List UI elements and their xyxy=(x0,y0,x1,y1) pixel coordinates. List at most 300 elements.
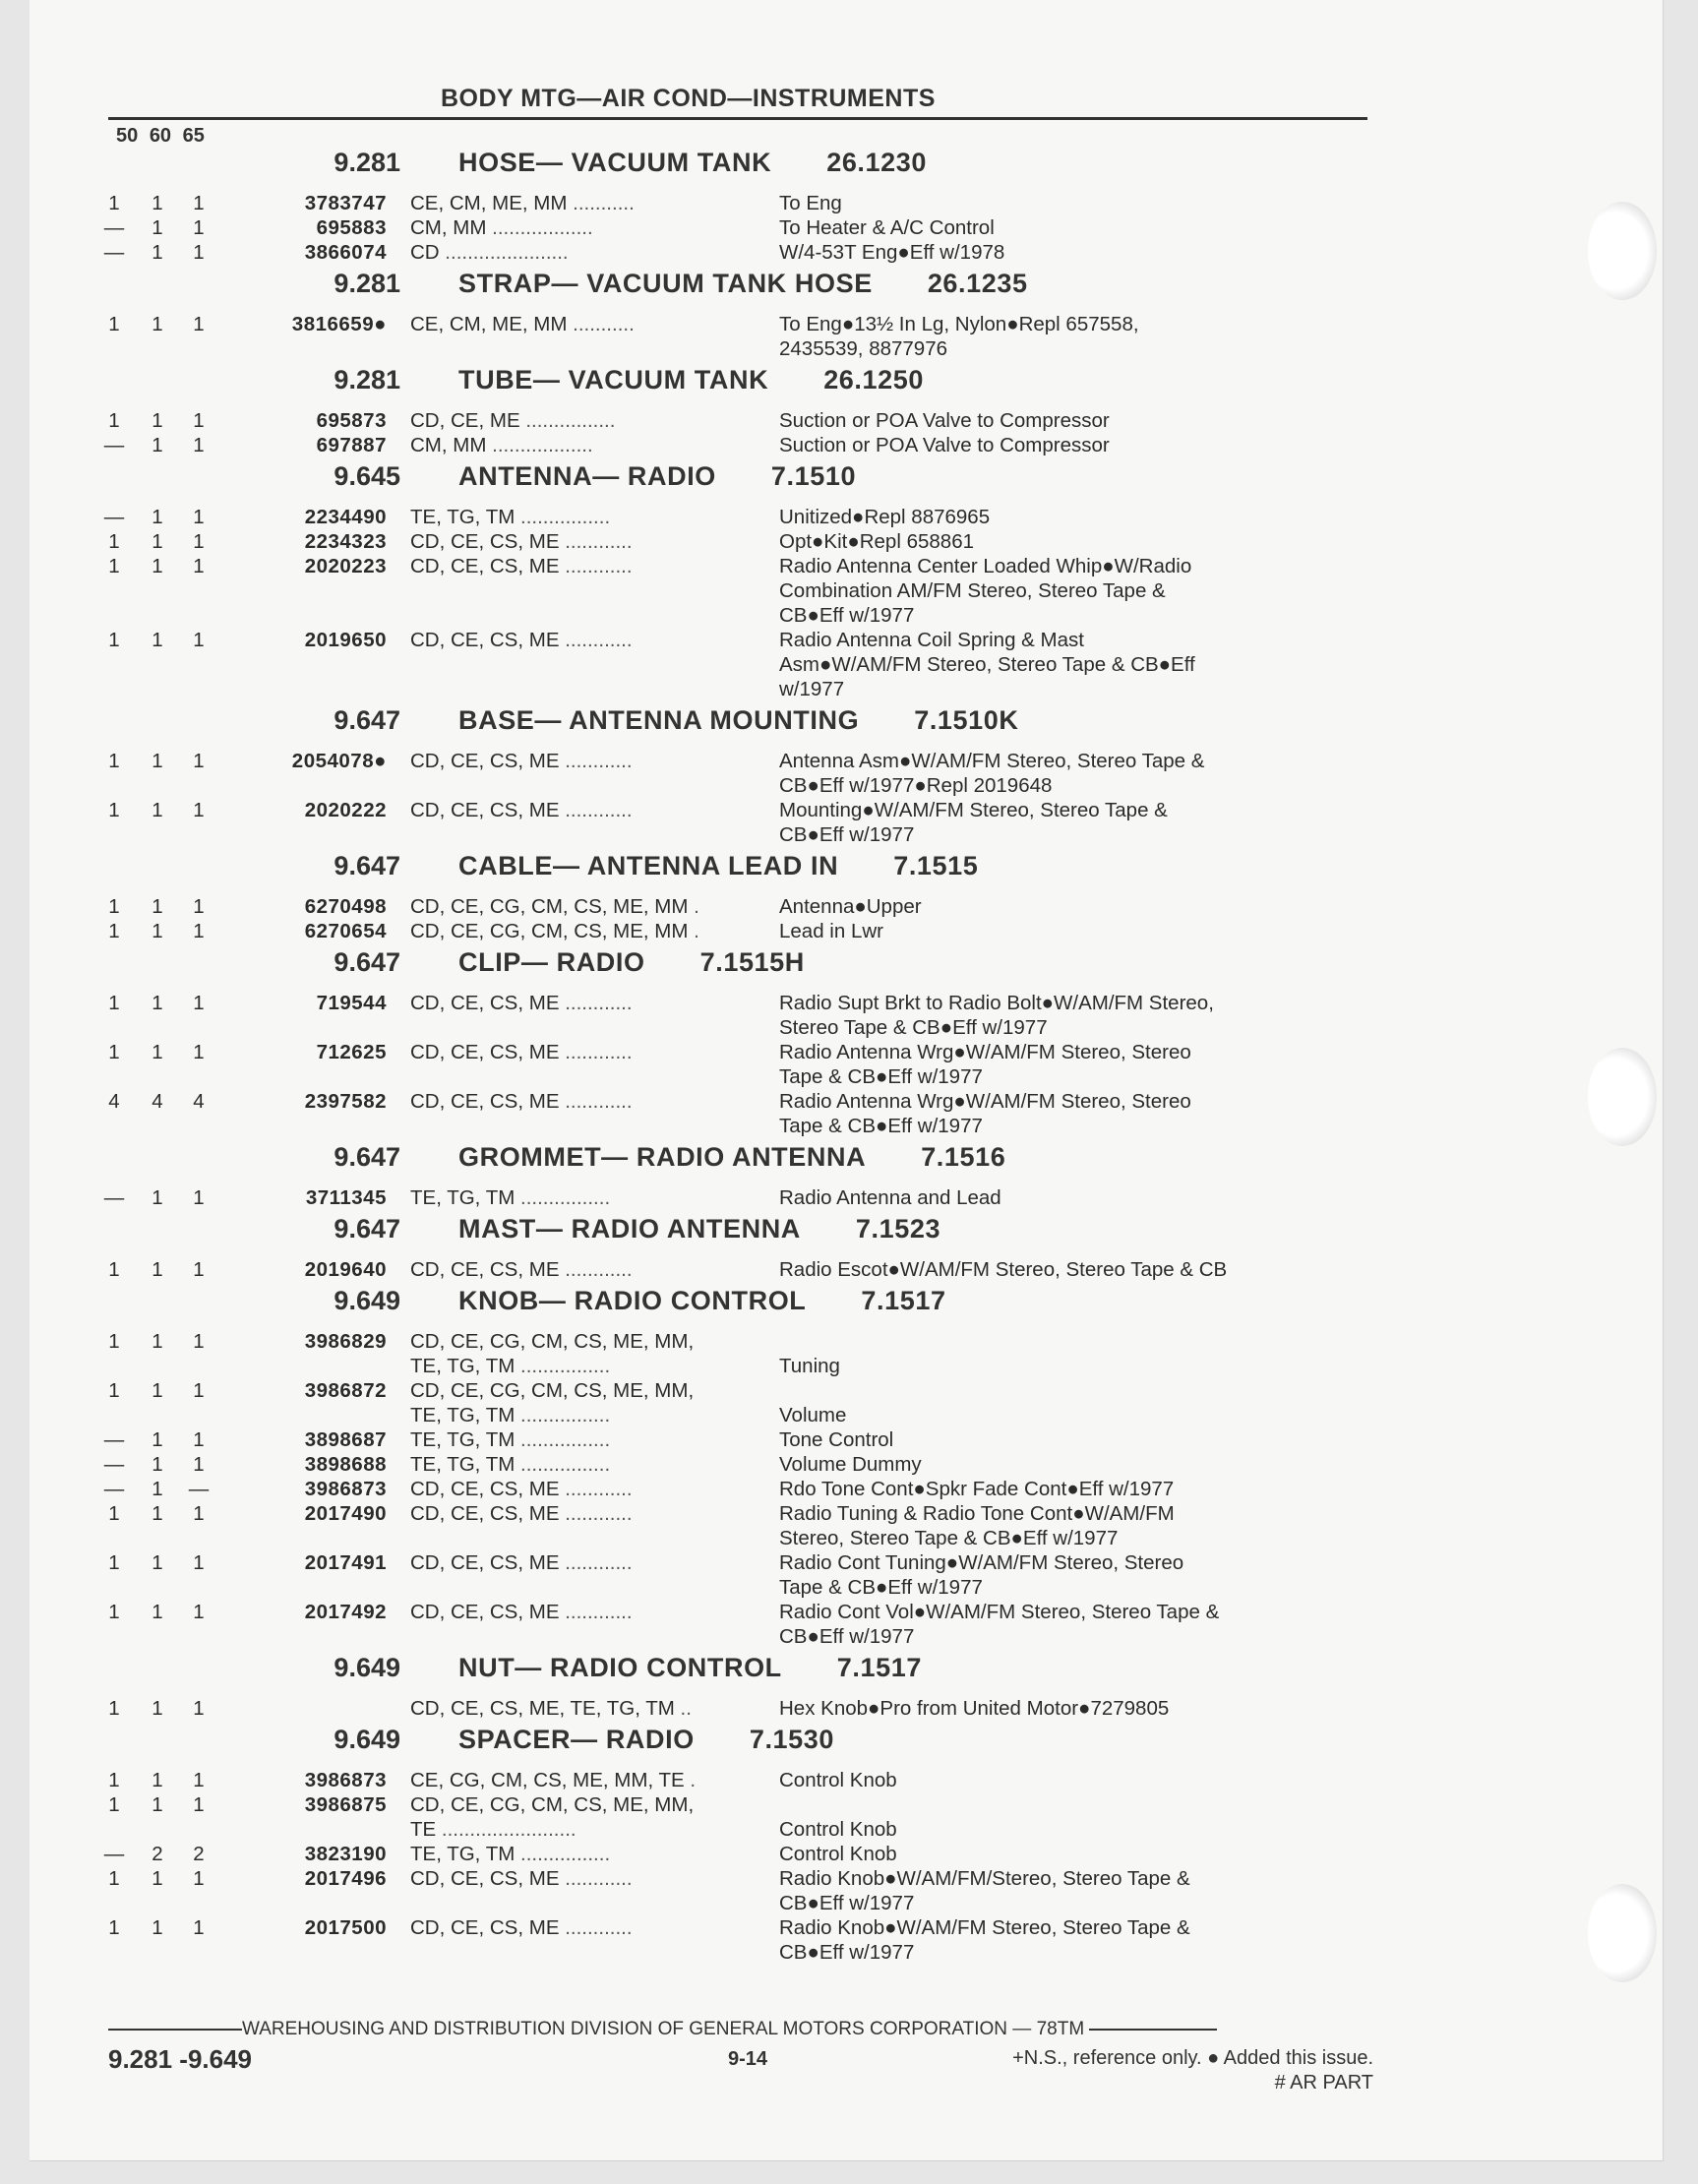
quantity-cell: 1 xyxy=(193,1697,205,1720)
dot-leader: ................ xyxy=(519,409,616,432)
quantity-cell: 1 xyxy=(108,1041,120,1063)
part-row xyxy=(0,1040,1397,1089)
part-description xyxy=(779,312,1364,361)
quantity-cell: 1 xyxy=(152,1793,163,1816)
description-line: To Heater & A/C Control xyxy=(779,216,995,239)
quantity-cell: 1 xyxy=(193,1793,205,1816)
model-codes xyxy=(410,991,774,1015)
quantity-cell: 1 xyxy=(152,1379,163,1402)
quantity-cell: 1 xyxy=(152,1697,163,1720)
part-number: 3898688 xyxy=(304,1453,387,1476)
dot-leader: ................ xyxy=(515,1186,611,1209)
section-title xyxy=(458,269,1028,299)
quantity-cell: 1 xyxy=(152,750,163,772)
part-number: 3986829 xyxy=(304,1330,387,1353)
quantity-cell: 1 xyxy=(193,1041,205,1063)
part-row xyxy=(0,554,1397,628)
quantity-cell: 1 xyxy=(108,1551,120,1574)
footer-division-text: WAREHOUSING AND DISTRIBUTION DIVISION OF GENERAL MOTORS CORPORATION — 78TM xyxy=(242,2019,1085,2039)
parts-listing xyxy=(0,148,1397,1969)
section-number: 9.281 xyxy=(334,365,400,394)
part-number: 3823190 xyxy=(304,1843,387,1865)
description-line: CB●Eff w/1977 xyxy=(779,1625,915,1648)
quantity-cell: — xyxy=(103,1453,125,1476)
part-description xyxy=(779,240,1364,265)
description-line: Lead in Lwr xyxy=(779,920,883,942)
section-number: 9.649 xyxy=(334,1725,400,1754)
part-row xyxy=(0,1866,1397,1915)
description-line xyxy=(779,1792,1364,1817)
model-list: CD, CE, CS, ME xyxy=(410,1258,560,1281)
description-line: Control Knob xyxy=(779,1769,897,1791)
part-row xyxy=(0,798,1397,847)
quantity-cell: 1 xyxy=(193,1379,205,1402)
binder-hole-bottom xyxy=(1588,1884,1657,1982)
description-line: Tape & CB●Eff w/1977 xyxy=(779,1115,983,1137)
description-line: Control Knob xyxy=(779,1843,897,1865)
part-number: 2017492 xyxy=(304,1601,387,1623)
part-row xyxy=(0,628,1397,701)
quantity-cell: 1 xyxy=(193,1502,205,1525)
part-row xyxy=(0,1600,1397,1649)
quantity-cell: 1 xyxy=(193,629,205,651)
part-description xyxy=(779,215,1364,240)
footer-legend xyxy=(1012,2046,1373,2095)
part-description xyxy=(779,991,1364,1040)
quantity-cell: 1 xyxy=(193,409,205,432)
model-list: CD, CE, CG, CM, CS, ME, MM, TE, TG, TM xyxy=(410,1330,695,1377)
section-header xyxy=(0,365,1397,408)
quantity-cell: 1 xyxy=(193,895,205,918)
part-description xyxy=(779,894,1364,919)
dot-leader: .................. xyxy=(486,216,593,239)
quantity-cell: 1 xyxy=(108,1793,120,1816)
section-header xyxy=(0,1653,1397,1696)
quantity-cell: 1 xyxy=(152,1551,163,1574)
footer-section-range: 9.281 -9.649 xyxy=(108,2044,253,2074)
description-line: Radio Knob●W/AM/FM Stereo, Stereo Tape & xyxy=(779,1916,1190,1939)
description-line: To Eng●13½ In Lg, Nylon●Repl 657558, xyxy=(779,313,1139,335)
section-title xyxy=(458,1142,1005,1173)
model-codes xyxy=(410,798,774,822)
model-list: CD, CE, CG, CM, CS, ME, MM, TE xyxy=(410,1793,695,1841)
part-number: 3986875 xyxy=(304,1793,387,1816)
quantity-cell: 1 xyxy=(152,530,163,553)
quantity-cell: 1 xyxy=(108,1697,120,1720)
section-header xyxy=(0,269,1397,312)
quantity-cell: 1 xyxy=(193,1551,205,1574)
part-number: 2017500 xyxy=(304,1916,387,1939)
quantity-cell: 1 xyxy=(193,750,205,772)
model-list: CD, CE, CS, ME xyxy=(410,1478,560,1500)
model-codes xyxy=(410,1915,774,1940)
description-line: Tape & CB●Eff w/1977 xyxy=(779,1576,983,1599)
part-description xyxy=(779,628,1364,701)
part-description xyxy=(779,1696,1364,1721)
model-list: CD, CE, CG, CM, CS, ME, MM xyxy=(410,920,689,942)
part-row xyxy=(0,240,1397,265)
quantity-cell: 1 xyxy=(152,1186,163,1209)
part-number: 712625 xyxy=(316,1041,387,1063)
section-title xyxy=(458,1725,834,1755)
model-list: CD, CE, CS, ME xyxy=(410,555,560,577)
section-code: 7.1515H xyxy=(699,947,805,977)
model-codes xyxy=(410,628,774,652)
dot-leader: ............ xyxy=(559,530,633,553)
part-description xyxy=(779,798,1364,847)
section-header xyxy=(0,705,1397,749)
description-line: To Eng xyxy=(779,192,842,214)
part-description xyxy=(779,554,1364,628)
quantity-cell: 1 xyxy=(108,1258,120,1281)
model-list: CD, CE, CS, ME xyxy=(410,1041,560,1063)
quantity-cell: 1 xyxy=(152,992,163,1014)
description-line: Combination AM/FM Stereo, Stereo Tape & xyxy=(779,579,1166,602)
section-name: SPACER— RADIO xyxy=(458,1725,695,1754)
dot-leader: ................ xyxy=(515,1453,611,1476)
description-line: Radio Escot●W/AM/FM Stereo, Stereo Tape & CB xyxy=(779,1258,1228,1281)
quantity-cell: — xyxy=(103,1186,125,1209)
part-number: 2019650 xyxy=(304,629,387,651)
model-codes xyxy=(410,1842,774,1866)
year-column-label: 60 xyxy=(149,125,172,147)
model-codes xyxy=(410,894,774,919)
dot-leader: ........................ xyxy=(436,1818,576,1841)
quantity-cell: 1 xyxy=(152,409,163,432)
model-list: CD, CE, CS, ME xyxy=(410,799,560,821)
quantity-cell: 1 xyxy=(152,192,163,214)
part-description xyxy=(779,433,1364,457)
part-number: 3816659● xyxy=(291,313,387,335)
model-list: CD, CE, CG, CM, CS, ME, MM, TE, TG, TM xyxy=(410,1379,695,1426)
dot-leader: ................ xyxy=(515,1404,611,1426)
page-title: BODY MTG—AIR COND—INSTRUMENTS xyxy=(441,85,936,112)
quantity-cell: 1 xyxy=(152,434,163,456)
section-title xyxy=(458,1214,940,1244)
quantity-cell: 1 xyxy=(193,434,205,456)
binder-hole-top xyxy=(1588,202,1657,300)
part-row xyxy=(0,1427,1397,1452)
quantity-cell: 1 xyxy=(193,555,205,577)
quantity-cell: 1 xyxy=(108,992,120,1014)
model-codes xyxy=(410,1792,774,1842)
part-description xyxy=(779,1768,1364,1792)
section-code: 7.1515 xyxy=(893,851,979,880)
section-number: 9.647 xyxy=(334,1214,400,1244)
section-name: CABLE— ANTENNA LEAD IN xyxy=(458,851,839,880)
model-codes xyxy=(410,919,774,943)
part-row xyxy=(0,1696,1397,1721)
model-codes xyxy=(410,1452,774,1477)
part-description xyxy=(779,408,1364,433)
dot-leader: ............ xyxy=(559,799,633,821)
description-line: Suction or POA Valve to Compressor xyxy=(779,409,1110,432)
model-codes xyxy=(410,1329,774,1378)
part-number: 2017491 xyxy=(304,1551,387,1574)
dot-leader: ................ xyxy=(515,506,611,528)
model-list: CD, CE, CS, ME xyxy=(410,629,560,651)
part-description xyxy=(779,1089,1364,1138)
section-number: 9.645 xyxy=(334,461,400,491)
quantity-cell: 1 xyxy=(152,1330,163,1353)
part-number: 2234323 xyxy=(304,530,387,553)
model-list: CE, CM, ME, MM xyxy=(410,192,568,214)
description-line: Tone Control xyxy=(779,1428,894,1451)
footer-division-line xyxy=(108,2019,1367,2040)
model-codes xyxy=(410,1040,774,1064)
dot-leader: ...................... xyxy=(439,241,569,264)
description-line: Control Knob xyxy=(779,1818,897,1841)
description-line: CB●Eff w/1977●Repl 2019648 xyxy=(779,774,1053,797)
dot-leader: ............ xyxy=(559,1258,633,1281)
model-list: CE, CG, CM, CS, ME, MM, TE xyxy=(410,1769,685,1791)
dot-leader: . xyxy=(688,920,699,942)
model-codes xyxy=(410,240,774,265)
dot-leader: ............ xyxy=(559,1478,633,1500)
section-number: 9.647 xyxy=(334,947,400,977)
section-code: 26.1250 xyxy=(823,365,924,394)
description-line: Antenna●Upper xyxy=(779,895,922,918)
quantity-cell: 1 xyxy=(108,629,120,651)
quantity-cell: 1 xyxy=(108,920,120,942)
dot-leader: ............ xyxy=(559,1916,633,1939)
dot-leader: ............ xyxy=(559,1502,633,1525)
footer-legend-line: # AR PART xyxy=(1274,2072,1373,2093)
dot-leader: ............ xyxy=(559,629,633,651)
dot-leader: ........... xyxy=(567,313,635,335)
part-description xyxy=(779,1185,1364,1210)
section-header xyxy=(0,461,1397,505)
quantity-cell: 1 xyxy=(152,1258,163,1281)
section-name: MAST— RADIO ANTENNA xyxy=(458,1214,801,1244)
dot-leader: ............ xyxy=(559,750,633,772)
quantity-cell: 1 xyxy=(193,506,205,528)
section-header xyxy=(0,1725,1397,1768)
part-number: 719544 xyxy=(316,992,387,1014)
part-row xyxy=(0,312,1397,361)
section-name: BASE— ANTENNA MOUNTING xyxy=(458,705,860,735)
quantity-cell: 1 xyxy=(108,192,120,214)
model-codes xyxy=(410,1427,774,1452)
part-number: 6270654 xyxy=(304,920,387,942)
quantity-cell: 1 xyxy=(152,629,163,651)
description-line: Radio Antenna Coil Spring & Mast xyxy=(779,629,1084,651)
dot-leader: ........... xyxy=(567,192,635,214)
section-header xyxy=(0,851,1397,894)
part-row xyxy=(0,215,1397,240)
quantity-cell: 4 xyxy=(152,1090,163,1113)
quantity-cell: 1 xyxy=(152,313,163,335)
model-codes xyxy=(410,312,774,336)
model-list: CD, CE, CS, ME xyxy=(410,1090,560,1113)
part-number: 3986872 xyxy=(304,1379,387,1402)
quantity-cell: 1 xyxy=(152,216,163,239)
description-line: Hex Knob●Pro from United Motor●7279805 xyxy=(779,1697,1170,1720)
part-description xyxy=(779,191,1364,215)
model-codes xyxy=(410,554,774,578)
description-line: Antenna Asm●W/AM/FM Stereo, Stereo Tape & xyxy=(779,750,1205,772)
part-number: 2020223 xyxy=(304,555,387,577)
quantity-cell: 1 xyxy=(108,530,120,553)
model-codes xyxy=(410,1257,774,1282)
footer-page-number: 9-14 xyxy=(728,2048,768,2070)
part-row xyxy=(0,1550,1397,1600)
model-codes xyxy=(410,433,774,457)
section-title xyxy=(458,365,924,395)
quantity-cell: — xyxy=(103,434,125,456)
model-list: CD, CE, CS, ME xyxy=(410,530,560,553)
description-line: Tuning xyxy=(779,1355,840,1377)
section-name: KNOB— RADIO CONTROL xyxy=(458,1286,807,1315)
description-line xyxy=(779,1329,1364,1354)
quantity-cell: 1 xyxy=(193,1601,205,1623)
quantity-cell: 1 xyxy=(152,1428,163,1451)
quantity-cell: 1 xyxy=(152,555,163,577)
part-description xyxy=(779,1329,1364,1378)
model-codes xyxy=(410,1089,774,1114)
description-line: Volume Dummy xyxy=(779,1453,922,1476)
part-number: 3783747 xyxy=(304,192,387,214)
model-list: CD, CE, CS, ME xyxy=(410,992,560,1014)
quantity-cell: 1 xyxy=(108,1916,120,1939)
model-list: CE, CM, ME, MM xyxy=(410,313,568,335)
part-row xyxy=(0,1378,1397,1427)
description-line: Radio Antenna Center Loaded Whip●W/Radio xyxy=(779,555,1192,577)
quantity-cell: 1 xyxy=(152,1769,163,1791)
model-codes xyxy=(410,505,774,529)
model-list: TE, TG, TM xyxy=(410,1186,515,1209)
quantity-cell: 1 xyxy=(193,1330,205,1353)
part-row xyxy=(0,1842,1397,1866)
part-number: 3986873 xyxy=(304,1478,387,1500)
quantity-cell: 1 xyxy=(152,1041,163,1063)
section-code: 7.1516 xyxy=(921,1142,1006,1172)
section-title xyxy=(458,851,978,881)
part-description xyxy=(779,1866,1364,1915)
quantity-cell: 1 xyxy=(152,799,163,821)
section-name: HOSE— VACUUM TANK xyxy=(458,148,772,177)
description-line: Radio Supt Brkt to Radio Bolt●W/AM/FM Stereo, xyxy=(779,992,1214,1014)
section-title xyxy=(458,1286,946,1316)
part-description xyxy=(779,505,1364,529)
description-line: CB●Eff w/1977 xyxy=(779,1892,915,1914)
quantity-cell: 1 xyxy=(193,920,205,942)
model-list: CD, CE, CS, ME, TE, TG, TM xyxy=(410,1697,675,1720)
section-code: 7.1530 xyxy=(749,1725,835,1754)
model-list: CD, CE, CS, ME xyxy=(410,1502,560,1525)
dot-leader: ............ xyxy=(559,1867,633,1890)
part-number: 3986873 xyxy=(304,1769,387,1791)
part-row xyxy=(0,1089,1397,1138)
description-line: CB●Eff w/1977 xyxy=(779,604,915,627)
section-title xyxy=(458,461,856,492)
section-header xyxy=(0,947,1397,991)
part-row xyxy=(0,529,1397,554)
part-number: 2234490 xyxy=(304,506,387,528)
section-name: CLIP— RADIO xyxy=(458,947,645,977)
dot-leader: . xyxy=(688,895,699,918)
footer-legend-line: +N.S., reference only. ● Added this issue. xyxy=(1012,2047,1373,2069)
quantity-cell: 4 xyxy=(193,1090,205,1113)
section-title xyxy=(458,148,927,178)
description-line: 2435539, 8877976 xyxy=(779,337,948,360)
part-number: 6270498 xyxy=(304,895,387,918)
dot-leader: .. xyxy=(674,1697,692,1720)
description-line: Tape & CB●Eff w/1977 xyxy=(779,1065,983,1088)
part-description xyxy=(779,1915,1364,1965)
description-line: Unitized●Repl 8876965 xyxy=(779,506,991,528)
model-list: TE, TG, TM xyxy=(410,1453,515,1476)
quantity-cell: 1 xyxy=(108,555,120,577)
part-description xyxy=(779,919,1364,943)
part-description xyxy=(779,1040,1364,1089)
part-number: 2017496 xyxy=(304,1867,387,1890)
part-description xyxy=(779,1477,1364,1501)
part-row xyxy=(0,749,1397,798)
description-line: Radio Cont Tuning●W/AM/FM Stereo, Stereo xyxy=(779,1551,1184,1574)
model-codes xyxy=(410,529,774,554)
dot-leader: ............ xyxy=(559,1601,633,1623)
year-column-label: 65 xyxy=(182,125,205,147)
quantity-cell: 1 xyxy=(193,1453,205,1476)
quantity-cell: 1 xyxy=(152,1601,163,1623)
description-line: Radio Tuning & Radio Tone Cont●W/AM/FM xyxy=(779,1502,1175,1525)
section-title xyxy=(458,705,1018,736)
part-description xyxy=(779,1842,1364,1866)
model-codes xyxy=(410,191,774,215)
description-line: Radio Antenna Wrg●W/AM/FM Stereo, Stereo xyxy=(779,1090,1191,1113)
dot-leader: . xyxy=(684,1769,697,1791)
part-number: 695873 xyxy=(316,409,387,432)
description-line: Radio Antenna and Lead xyxy=(779,1186,1001,1209)
part-number: 2017490 xyxy=(304,1502,387,1525)
model-codes xyxy=(410,1768,774,1792)
quantity-cell: 1 xyxy=(152,895,163,918)
year-columns-header xyxy=(116,125,205,148)
model-codes xyxy=(410,1477,774,1501)
description-line: Suction or POA Valve to Compressor xyxy=(779,434,1110,456)
part-row xyxy=(0,505,1397,529)
part-row xyxy=(0,1915,1397,1965)
part-row xyxy=(0,1452,1397,1477)
section-name: NUT— RADIO CONTROL xyxy=(458,1653,782,1682)
quantity-cell: 1 xyxy=(193,1916,205,1939)
section-code: 7.1510 xyxy=(770,461,857,491)
quantity-cell: 1 xyxy=(108,750,120,772)
quantity-cell: 1 xyxy=(193,1867,205,1890)
quantity-cell: 1 xyxy=(152,1478,163,1500)
model-codes xyxy=(410,1866,774,1891)
section-header xyxy=(0,1214,1397,1257)
section-name: TUBE— VACUUM TANK xyxy=(458,365,769,394)
quantity-cell: 1 xyxy=(193,799,205,821)
model-list: CD, CE, CS, ME xyxy=(410,750,560,772)
quantity-cell: 2 xyxy=(193,1843,205,1865)
quantity-cell: 1 xyxy=(108,1502,120,1525)
part-number: 3898687 xyxy=(304,1428,387,1451)
quantity-cell: — xyxy=(103,241,125,264)
description-line: Asm●W/AM/FM Stereo, Stereo Tape & CB●Eff xyxy=(779,653,1195,676)
section-gap xyxy=(0,1965,1397,1969)
dot-leader: ................ xyxy=(515,1428,611,1451)
model-list: CM, MM xyxy=(410,434,487,456)
section-number: 9.647 xyxy=(334,1142,400,1172)
model-codes xyxy=(410,749,774,773)
section-code: 7.1510K xyxy=(914,705,1019,735)
quantity-cell: 4 xyxy=(108,1090,120,1113)
dot-leader: ............ xyxy=(559,1041,633,1063)
quantity-cell: 1 xyxy=(108,1379,120,1402)
